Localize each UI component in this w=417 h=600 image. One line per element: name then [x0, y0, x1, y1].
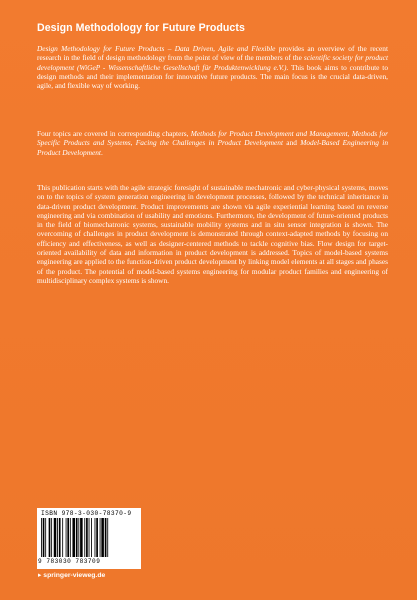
- book-title-italic: Design Methodology for Future Products – Data Driven, Agile and Flexible: [37, 44, 276, 53]
- barcode-image: [39, 518, 139, 558]
- barcode-bar: [43, 518, 45, 557]
- isbn-barcode-box: [37, 508, 141, 569]
- barcode-bar: [91, 518, 92, 557]
- barcode-bar: [107, 518, 108, 557]
- barcode-bar: [78, 518, 79, 557]
- barcode-bar: [49, 518, 51, 557]
- book-title: Design Methodology for Future Products: [37, 22, 245, 34]
- summary-paragraph: This publication starts with the agile strategic foresight of sustainable mechatronic and cyber-physical systems, moves on to the topics of system generation engineering in development processes, followed by the technical inheritance in data-driven product development. Product improvements are shown via agile experiential learning based on reverse engineering and via combination of usability and emotions. Furthermore, the development of future-oriented products in the field of biomechatronic systems, sustainable mobility systems and in situ sensor integration is shown. The overcoming of challenges in product development is demonstrated through context-adapted methods by focusing on efficiency and effectiveness, as well as designer-centered methods to tackle cognitive bias. Flow design for target-oriented availability of data and information in product development is addressed. Topics of model-based systems engineering are applied to the function-driven product development by linking model elements at all stages and phases of the product. The potential of model-based systems engineering for modular product families and engineering of multidisciplinary complex systems is shown.: [37, 183, 388, 285]
- barcode-bar: [45, 518, 46, 557]
- topics-and: and: [283, 138, 301, 148]
- barcode-bar: [105, 518, 107, 557]
- barcode-bar: [100, 518, 101, 557]
- barcode-bar: [76, 518, 78, 557]
- barcode-bar: [41, 518, 42, 557]
- topics-intro: Four topics are covered in corresponding chapters,: [37, 129, 191, 138]
- barcode-bar: [57, 518, 58, 557]
- barcode-bar: [66, 518, 67, 557]
- barcode-bar: [72, 518, 75, 557]
- publisher-website: ▸ springer-vieweg.de: [38, 572, 106, 579]
- barcode-bar: [62, 518, 63, 557]
- topics-paragraph: [37, 129, 388, 157]
- intro-paragraph: [37, 44, 388, 90]
- barcode-bar: [86, 518, 88, 557]
- barcode-bar: [59, 518, 61, 557]
- intro-text-b: . This book aims to contribute to design methods and their implementation for innovative future products. The main focus is the crucial data-driven, agile, and flexible way of working.: [37, 62, 389, 91]
- barcode-bar: [95, 518, 96, 557]
- barcode-bar: [67, 518, 69, 557]
- barcode-bar: [101, 518, 104, 557]
- barcode-bar: [51, 518, 52, 557]
- barcode-bar: [89, 518, 90, 557]
- barcode-bar: [54, 518, 57, 557]
- society-name: scientific society for product development (WiGeP - Wissenschaftliche Gesellschaft für Produktenwicklung e.V.): [37, 53, 388, 72]
- topics-list: Methods for Product Development and Management, Methods for Specific Products and Systems, Facing the Challenges in Product Development: [37, 129, 388, 148]
- barcode-bar: [84, 518, 85, 557]
- isbn-label: ISBN 978-3-030-78370-9: [41, 510, 132, 517]
- topic-four: Model-Based Engineering in Product Development: [37, 138, 388, 157]
- topics-end: .: [100, 147, 103, 157]
- intro-text-a: provides an overview of the recent research in the field of design methodology from the point of view of the members of the: [37, 44, 389, 63]
- barcode-bar: [80, 518, 83, 557]
- barcode-bar: [70, 518, 71, 557]
- barcode-digits: 9 783030 783709: [38, 558, 101, 565]
- barcode-bar: [96, 518, 98, 557]
